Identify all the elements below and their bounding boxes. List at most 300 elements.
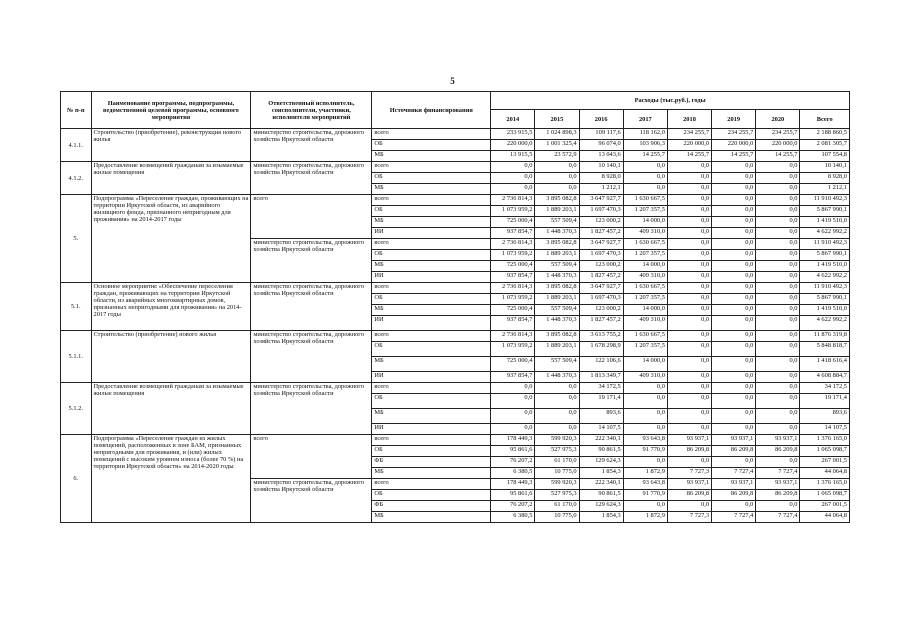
expense-value: 1 872,9 bbox=[623, 512, 667, 523]
expense-value: 1 212,1 bbox=[579, 184, 623, 195]
expense-value: 0,0 bbox=[756, 342, 800, 357]
expense-value: 0,0 bbox=[623, 383, 667, 394]
expense-value: 7 727,4 bbox=[712, 512, 756, 523]
expense-value: 0,0 bbox=[756, 331, 800, 342]
expense-value: 0,0 bbox=[756, 173, 800, 184]
funding-source: всего bbox=[372, 283, 491, 294]
expense-value: 1 207 357,5 bbox=[623, 294, 667, 305]
funding-source: ОБ bbox=[372, 342, 491, 357]
expense-value: 0,0 bbox=[667, 424, 711, 435]
expense-total: 19 171,4 bbox=[800, 394, 850, 409]
expense-total: 107 554,8 bbox=[800, 151, 850, 162]
responsible-executor: всего bbox=[251, 435, 372, 479]
funding-source: ИИ bbox=[372, 272, 491, 283]
header-year: 2020 bbox=[756, 110, 800, 129]
expense-value: 0,0 bbox=[535, 173, 579, 184]
expense-value: 0,0 bbox=[667, 357, 711, 372]
expense-value: 0,0 bbox=[491, 424, 535, 435]
expense-total: 34 172,5 bbox=[800, 383, 850, 394]
expense-value: 937 854,7 bbox=[491, 228, 535, 239]
expense-value: 0,0 bbox=[667, 217, 711, 228]
expense-value: 0,0 bbox=[712, 342, 756, 357]
expense-value: 557 509,4 bbox=[535, 305, 579, 316]
expense-total: 10 140,1 bbox=[800, 162, 850, 173]
expense-total: 5 867 990,1 bbox=[800, 250, 850, 261]
expense-value: 1 889 203,1 bbox=[535, 206, 579, 217]
expense-value: 3 647 927,7 bbox=[579, 195, 623, 206]
expense-value: 0,0 bbox=[667, 261, 711, 272]
funding-source: всего bbox=[372, 195, 491, 206]
expense-value: 409 310,0 bbox=[623, 316, 667, 331]
expense-value: 0,0 bbox=[712, 357, 756, 372]
expense-value: 1 678 298,9 bbox=[579, 342, 623, 357]
expense-total: 11 876 319,8 bbox=[800, 331, 850, 342]
expense-total: 1 065 098,7 bbox=[800, 446, 850, 457]
expense-value: 0,0 bbox=[756, 206, 800, 217]
expense-value: 129 624,3 bbox=[579, 457, 623, 468]
header-year: 2019 bbox=[712, 110, 756, 129]
header-year: 2014 bbox=[491, 110, 535, 129]
funding-source: МБ bbox=[372, 217, 491, 228]
expense-value: 2 736 814,3 bbox=[491, 331, 535, 342]
funding-source: МБ bbox=[372, 184, 491, 195]
expense-value: 0,0 bbox=[667, 206, 711, 217]
expense-value: 222 340,1 bbox=[579, 435, 623, 446]
expense-value: 76 207,2 bbox=[491, 501, 535, 512]
expense-value: 0,0 bbox=[712, 383, 756, 394]
responsible-executor: министерство строительства, дорожного хозяйства Иркутской области bbox=[251, 239, 372, 283]
expense-value: 90 861,5 bbox=[579, 490, 623, 501]
expense-value: 1 697 470,3 bbox=[579, 294, 623, 305]
expense-value: 1 630 667,5 bbox=[623, 195, 667, 206]
expense-value: 0,0 bbox=[712, 206, 756, 217]
expense-value: 8 928,0 bbox=[579, 173, 623, 184]
responsible-executor: министерство строительства, дорожного хозяйства Иркутской области bbox=[251, 283, 372, 331]
expense-value: 7 727,4 bbox=[756, 512, 800, 523]
expense-value: 220 000,0 bbox=[756, 140, 800, 151]
expense-value: 0,0 bbox=[712, 195, 756, 206]
expense-value: 6 380,5 bbox=[491, 468, 535, 479]
expense-value: 1 448 370,3 bbox=[535, 316, 579, 331]
expense-value: 14 000,0 bbox=[623, 261, 667, 272]
row-number: 5.1. bbox=[61, 283, 92, 331]
expense-value: 0,0 bbox=[756, 409, 800, 424]
funding-source: ОБ bbox=[372, 140, 491, 151]
header-year: 2015 bbox=[535, 110, 579, 129]
table-header bbox=[61, 92, 850, 129]
program-name: Строительство (приобретение), реконструкция нового жилья bbox=[91, 129, 251, 162]
header-name: Наименование программы, подпрограммы, ведомственной целевой программы, основного мероприятия bbox=[91, 92, 251, 129]
expense-value: 7 727,4 bbox=[756, 468, 800, 479]
expense-value: 0,0 bbox=[712, 457, 756, 468]
expense-value: 0,0 bbox=[712, 283, 756, 294]
funding-source: ОБ bbox=[372, 173, 491, 184]
expense-value: 1 207 357,5 bbox=[623, 250, 667, 261]
table-body bbox=[61, 129, 850, 523]
funding-source: всего bbox=[372, 331, 491, 342]
expense-value: 1 889 203,1 bbox=[535, 294, 579, 305]
funding-source: ОБ bbox=[372, 446, 491, 457]
row-number: 5. bbox=[61, 195, 92, 283]
expense-value: 0,0 bbox=[756, 424, 800, 435]
expense-value: 0,0 bbox=[535, 184, 579, 195]
expense-value: 0,0 bbox=[667, 394, 711, 409]
expense-value: 23 572,9 bbox=[535, 151, 579, 162]
expense-value: 599 920,3 bbox=[535, 435, 579, 446]
expense-value: 3 895 082,8 bbox=[535, 195, 579, 206]
expense-value: 14 255,7 bbox=[667, 151, 711, 162]
expense-value: 0,0 bbox=[535, 162, 579, 173]
expense-value: 0,0 bbox=[667, 409, 711, 424]
expense-value: 220 000,0 bbox=[491, 140, 535, 151]
expense-total: 4 622 992,2 bbox=[800, 316, 850, 331]
expense-value: 93 937,1 bbox=[756, 479, 800, 490]
funding-source: всего bbox=[372, 239, 491, 250]
expense-total: 267 001,5 bbox=[800, 457, 850, 468]
expense-value: 14 107,5 bbox=[579, 424, 623, 435]
expense-value: 0,0 bbox=[623, 501, 667, 512]
funding-source: МБ bbox=[372, 409, 491, 424]
expense-value: 0,0 bbox=[712, 250, 756, 261]
expense-value: 0,0 bbox=[756, 383, 800, 394]
expense-value: 3 647 927,7 bbox=[579, 283, 623, 294]
funding-source: ФБ bbox=[372, 457, 491, 468]
table-row bbox=[61, 435, 850, 446]
responsible-executor: всего bbox=[251, 195, 372, 239]
expense-value: 0,0 bbox=[667, 195, 711, 206]
expense-value: 0,0 bbox=[491, 383, 535, 394]
expense-value: 0,0 bbox=[491, 394, 535, 409]
expense-value: 86 209,8 bbox=[667, 490, 711, 501]
funding-source: ИИ bbox=[372, 228, 491, 239]
expense-value: 0,0 bbox=[667, 250, 711, 261]
expense-value: 93 937,1 bbox=[667, 479, 711, 490]
expense-value: 0,0 bbox=[712, 261, 756, 272]
expense-value: 91 770,9 bbox=[623, 490, 667, 501]
expense-value: 937 854,7 bbox=[491, 372, 535, 383]
expense-value: 0,0 bbox=[756, 316, 800, 331]
expense-value: 1 073 959,2 bbox=[491, 342, 535, 357]
expense-total: 2 081 305,7 bbox=[800, 140, 850, 151]
expense-value: 1 630 667,5 bbox=[623, 283, 667, 294]
responsible-executor: министерство строительства, дорожного хозяйства Иркутской области bbox=[251, 479, 372, 523]
expense-value: 0,0 bbox=[712, 394, 756, 409]
header-year: 2017 bbox=[623, 110, 667, 129]
expense-value: 1 448 370,3 bbox=[535, 372, 579, 383]
expense-value: 0,0 bbox=[756, 357, 800, 372]
expense-value: 34 172,5 bbox=[579, 383, 623, 394]
expense-value: 3 613 755,2 bbox=[579, 331, 623, 342]
expense-value: 409 310,0 bbox=[623, 272, 667, 283]
expense-value: 86 209,8 bbox=[756, 490, 800, 501]
funding-source: ОБ bbox=[372, 250, 491, 261]
expense-value: 234 255,7 bbox=[667, 129, 711, 140]
expense-value: 599 920,3 bbox=[535, 479, 579, 490]
table-row bbox=[61, 283, 850, 294]
row-number: 5.1.2. bbox=[61, 383, 92, 435]
expense-value: 1 697 470,3 bbox=[579, 250, 623, 261]
expense-value: 93 937,1 bbox=[667, 435, 711, 446]
expense-value: 1 889 203,1 bbox=[535, 342, 579, 357]
funding-source: МБ bbox=[372, 468, 491, 479]
expense-value: 129 624,3 bbox=[579, 501, 623, 512]
expense-value: 0,0 bbox=[667, 316, 711, 331]
expense-value: 86 209,8 bbox=[712, 446, 756, 457]
expense-value: 13 043,6 bbox=[579, 151, 623, 162]
expense-value: 1 073 959,2 bbox=[491, 250, 535, 261]
expense-total: 4 622 992,2 bbox=[800, 228, 850, 239]
expense-total: 11 910 492,3 bbox=[800, 283, 850, 294]
expense-value: 0,0 bbox=[712, 424, 756, 435]
expense-value: 0,0 bbox=[756, 239, 800, 250]
expense-value: 0,0 bbox=[712, 294, 756, 305]
expense-value: 86 209,8 bbox=[667, 446, 711, 457]
expense-value: 893,6 bbox=[579, 409, 623, 424]
expense-value: 1 024 898,3 bbox=[535, 129, 579, 140]
funding-source: ОБ bbox=[372, 490, 491, 501]
expense-value: 0,0 bbox=[756, 457, 800, 468]
expense-value: 0,0 bbox=[756, 195, 800, 206]
funding-source: МБ bbox=[372, 261, 491, 272]
funding-source: ИИ bbox=[372, 424, 491, 435]
expense-value: 222 340,1 bbox=[579, 479, 623, 490]
funding-source: ОБ bbox=[372, 394, 491, 409]
expense-value: 0,0 bbox=[535, 383, 579, 394]
expense-value: 19 171,4 bbox=[579, 394, 623, 409]
table-row bbox=[61, 331, 850, 342]
responsible-executor: министерство строительства, дорожного хозяйства Иркутской области bbox=[251, 162, 372, 195]
expense-total: 44 064,8 bbox=[800, 512, 850, 523]
expense-total: 11 910 492,3 bbox=[800, 239, 850, 250]
funding-source: МБ bbox=[372, 305, 491, 316]
expense-value: 96 074,0 bbox=[579, 140, 623, 151]
program-name: Подпрограмма «Переселение граждан из жилых помещений, расположенных в зоне БАМ, признанных непригодными для проживания, и (или) жилых помещений с высоким уровнем износа (более 70 %) на территории Иркутской области» на 2014-2020 годы bbox=[91, 435, 251, 523]
expense-value: 0,0 bbox=[535, 424, 579, 435]
expense-value: 178 449,3 bbox=[491, 435, 535, 446]
expense-value: 0,0 bbox=[667, 342, 711, 357]
expense-total: 4 608 884,7 bbox=[800, 372, 850, 383]
expense-value: 13 915,5 bbox=[491, 151, 535, 162]
expense-value: 1 001 325,4 bbox=[535, 140, 579, 151]
expense-value: 0,0 bbox=[756, 283, 800, 294]
expense-value: 3 895 082,8 bbox=[535, 283, 579, 294]
expense-value: 14 000,0 bbox=[623, 305, 667, 316]
expense-value: 234 255,7 bbox=[756, 129, 800, 140]
expense-total: 11 910 492,3 bbox=[800, 195, 850, 206]
expense-total: 4 622 992,2 bbox=[800, 272, 850, 283]
expense-value: 1 854,3 bbox=[579, 512, 623, 523]
expense-value: 1 073 959,2 bbox=[491, 206, 535, 217]
expense-value: 1 827 457,2 bbox=[579, 316, 623, 331]
expense-value: 1 448 370,3 bbox=[535, 228, 579, 239]
expense-value: 178 449,3 bbox=[491, 479, 535, 490]
expense-value: 14 000,0 bbox=[623, 357, 667, 372]
expense-value: 86 209,8 bbox=[712, 490, 756, 501]
expense-value: 0,0 bbox=[491, 162, 535, 173]
funding-source: всего bbox=[372, 479, 491, 490]
table-row bbox=[61, 383, 850, 394]
expense-value: 14 000,0 bbox=[623, 217, 667, 228]
expense-value: 86 209,8 bbox=[756, 446, 800, 457]
expense-value: 0,0 bbox=[623, 394, 667, 409]
expense-value: 90 861,5 bbox=[579, 446, 623, 457]
funding-source: всего bbox=[372, 129, 491, 140]
expense-value: 0,0 bbox=[667, 162, 711, 173]
expense-total: 1 376 165,0 bbox=[800, 479, 850, 490]
funding-source: всего bbox=[372, 435, 491, 446]
expense-value: 7 727,4 bbox=[712, 468, 756, 479]
expense-value: 557 509,4 bbox=[535, 217, 579, 228]
expense-total: 267 001,5 bbox=[800, 501, 850, 512]
expense-value: 0,0 bbox=[712, 372, 756, 383]
expense-value: 0,0 bbox=[667, 184, 711, 195]
funding-source: ИИ bbox=[372, 316, 491, 331]
expense-value: 0,0 bbox=[756, 217, 800, 228]
expense-value: 527 975,3 bbox=[535, 446, 579, 457]
expense-value: 1 697 470,3 bbox=[579, 206, 623, 217]
expense-total: 14 107,5 bbox=[800, 424, 850, 435]
expense-value: 1 207 357,5 bbox=[623, 342, 667, 357]
expense-value: 0,0 bbox=[756, 162, 800, 173]
expense-value: 0,0 bbox=[667, 294, 711, 305]
expense-value: 557 509,4 bbox=[535, 261, 579, 272]
expense-value: 93 937,1 bbox=[712, 479, 756, 490]
expense-value: 0,0 bbox=[667, 501, 711, 512]
expense-value: 3 647 927,7 bbox=[579, 239, 623, 250]
expense-value: 0,0 bbox=[756, 305, 800, 316]
program-name: Предоставление возмещений гражданам за изымаемые жилые помещения bbox=[91, 162, 251, 195]
table-row bbox=[61, 195, 850, 206]
expense-value: 0,0 bbox=[756, 261, 800, 272]
expense-value: 220 000,0 bbox=[667, 140, 711, 151]
expense-total: 5 848 818,7 bbox=[800, 342, 850, 357]
expense-value: 0,0 bbox=[667, 383, 711, 394]
expense-total: 893,6 bbox=[800, 409, 850, 424]
header-year: 2016 bbox=[579, 110, 623, 129]
expense-value: 61 170,0 bbox=[535, 457, 579, 468]
expense-value: 0,0 bbox=[667, 283, 711, 294]
expense-value: 123 000,2 bbox=[579, 305, 623, 316]
expense-value: 234 255,7 bbox=[712, 129, 756, 140]
expense-value: 1 889 203,1 bbox=[535, 250, 579, 261]
row-number: 4.1.1. bbox=[61, 129, 92, 162]
expense-value: 220 000,0 bbox=[712, 140, 756, 151]
expense-value: 0,0 bbox=[623, 457, 667, 468]
expense-value: 0,0 bbox=[623, 424, 667, 435]
expense-value: 3 895 082,8 bbox=[535, 239, 579, 250]
expense-value: 0,0 bbox=[756, 394, 800, 409]
header-source: Источники финансирования bbox=[372, 92, 491, 129]
expense-value: 725 000,4 bbox=[491, 217, 535, 228]
expense-value: 233 915,5 bbox=[491, 129, 535, 140]
expense-value: 0,0 bbox=[712, 184, 756, 195]
expense-total: 44 064,8 bbox=[800, 468, 850, 479]
expense-value: 0,0 bbox=[623, 173, 667, 184]
expense-value: 3 895 082,8 bbox=[535, 331, 579, 342]
program-name: Основное мероприятие «Обеспечение переселения граждан, проживающих на территории Иркутской области, из аварийных многоквартирных домов, признанных непригодными для проживания» на 2014-2017 годы bbox=[91, 283, 251, 331]
expense-value: 76 207,2 bbox=[491, 457, 535, 468]
expense-value: 93 643,8 bbox=[623, 435, 667, 446]
expense-value: 109 117,6 bbox=[579, 129, 623, 140]
expense-value: 61 170,0 bbox=[535, 501, 579, 512]
responsible-executor: министерство строительства, дорожного хозяйства Иркутской области bbox=[251, 129, 372, 162]
expense-value: 0,0 bbox=[491, 409, 535, 424]
expense-value: 103 906,3 bbox=[623, 140, 667, 151]
expense-total: 1 212,1 bbox=[800, 184, 850, 195]
table-row bbox=[61, 129, 850, 140]
expense-value: 1 854,3 bbox=[579, 468, 623, 479]
expense-value: 93 937,1 bbox=[756, 435, 800, 446]
expense-value: 0,0 bbox=[535, 394, 579, 409]
funding-source: МБ bbox=[372, 357, 491, 372]
budget-table bbox=[60, 91, 850, 523]
funding-source: МБ bbox=[372, 512, 491, 523]
expense-value: 1 630 667,5 bbox=[623, 331, 667, 342]
expense-value: 0,0 bbox=[667, 457, 711, 468]
program-name: Подпрограмма «Переселение граждан, проживающих на территории Иркутской области, из аварийного жилищного фонда, признанного непригодным для проживания» на 2014-2017 годы bbox=[91, 195, 251, 283]
expense-value: 0,0 bbox=[756, 250, 800, 261]
expense-value: 1 827 457,2 bbox=[579, 228, 623, 239]
expense-value: 0,0 bbox=[712, 305, 756, 316]
expense-total: 8 928,0 bbox=[800, 173, 850, 184]
page-number: 5 bbox=[450, 76, 455, 86]
expense-value: 0,0 bbox=[756, 501, 800, 512]
table-row bbox=[61, 162, 850, 173]
expense-value: 0,0 bbox=[712, 217, 756, 228]
expense-value: 0,0 bbox=[623, 409, 667, 424]
funding-source: МБ bbox=[372, 151, 491, 162]
expense-value: 0,0 bbox=[756, 272, 800, 283]
expense-value: 0,0 bbox=[623, 184, 667, 195]
expense-total: 2 188 860,5 bbox=[800, 129, 850, 140]
expense-value: 725 000,4 bbox=[491, 261, 535, 272]
expense-value: 0,0 bbox=[756, 184, 800, 195]
expense-value: 2 736 814,3 bbox=[491, 283, 535, 294]
header-responsible: Ответственный исполнитель, соисполнители, участники, исполнители мероприятий bbox=[251, 92, 372, 129]
expense-value: 0,0 bbox=[667, 239, 711, 250]
row-number: 4.1.2. bbox=[61, 162, 92, 195]
expense-value: 937 854,7 bbox=[491, 316, 535, 331]
expense-value: 122 106,6 bbox=[579, 357, 623, 372]
expense-value: 1 827 457,2 bbox=[579, 272, 623, 283]
expense-value: 123 000,2 bbox=[579, 261, 623, 272]
expense-total: 1 065 098,7 bbox=[800, 490, 850, 501]
expense-value: 10 775,0 bbox=[535, 468, 579, 479]
responsible-executor: министерство строительства, дорожного хозяйства Иркутской области bbox=[251, 331, 372, 383]
expense-value: 2 736 814,3 bbox=[491, 195, 535, 206]
expense-total: 5 867 990,1 bbox=[800, 206, 850, 217]
header-expenses: Расходы (тыс.руб.), годы bbox=[491, 92, 850, 110]
expense-value: 937 854,7 bbox=[491, 272, 535, 283]
expense-value: 14 255,7 bbox=[712, 151, 756, 162]
expense-value: 7 727,3 bbox=[667, 468, 711, 479]
expense-value: 0,0 bbox=[712, 228, 756, 239]
expense-value: 10 140,1 bbox=[579, 162, 623, 173]
expense-value: 118 162,0 bbox=[623, 129, 667, 140]
expense-value: 1 207 357,5 bbox=[623, 206, 667, 217]
expense-value: 0,0 bbox=[756, 294, 800, 305]
expense-total: 1 376 165,0 bbox=[800, 435, 850, 446]
expense-value: 6 380,5 bbox=[491, 512, 535, 523]
expense-value: 93 643,8 bbox=[623, 479, 667, 490]
header-total: Всего bbox=[800, 110, 850, 129]
expense-value: 0,0 bbox=[756, 372, 800, 383]
expense-value: 0,0 bbox=[712, 272, 756, 283]
expense-value: 14 255,7 bbox=[623, 151, 667, 162]
header-num: № п-п bbox=[61, 92, 92, 129]
expense-value: 0,0 bbox=[667, 173, 711, 184]
expense-value: 93 937,1 bbox=[712, 435, 756, 446]
